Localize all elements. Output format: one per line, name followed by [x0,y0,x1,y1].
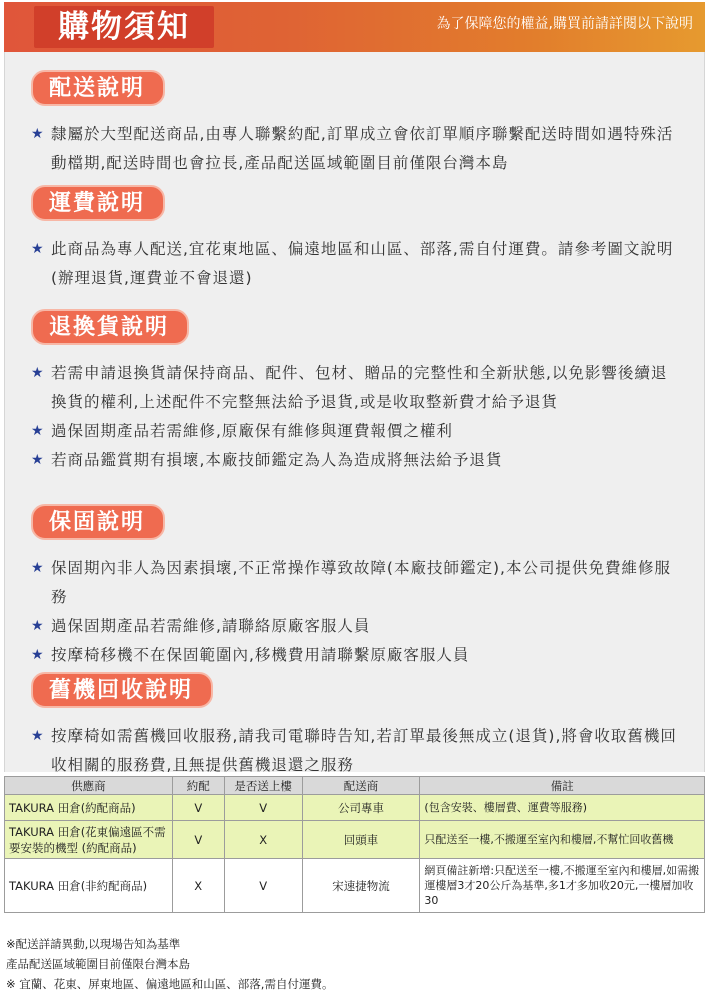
page-title: 購物須知 [34,6,214,48]
table-cell: X [172,859,224,913]
table-cell: TAKURA 田倉(非約配商品) [5,859,173,913]
star-icon: ★ [31,365,45,381]
footer-note: ※配送詳請異動,以現場告知為基準 [6,937,181,951]
notice-panel [4,52,705,772]
table-cell: 宋速捷物流 [302,859,420,913]
list-item: ★ 保固期內非人為因素損壞,不正常操作導致故障(本廠技師鑑定),本公司提供免費維修服務 [31,554,681,612]
star-icon: ★ [31,618,45,634]
table-row [5,795,705,821]
section-title: 保固說明 [31,504,165,540]
table-cell: 只配送至一樓,不搬運至室內和樓層,不幫忙回收舊機 [420,821,705,859]
table-cell: V [224,859,302,913]
section-shipping-fee [31,185,701,293]
star-icon: ★ [31,241,45,257]
section-title: 舊機回收說明 [31,672,213,708]
section-returns [31,309,701,475]
list-item: ★ 按摩椅移機不在保固範圍內,移機費用請聯繫原廠客服人員 [31,641,681,670]
section-title: 退換貨說明 [31,309,189,345]
list-item: ★ 過保固期產品若需維修,請聯絡原廠客服人員 [31,612,681,641]
page-header [4,2,705,52]
table-row [5,821,705,859]
column-header: 配送商 [302,777,420,795]
column-header: 備註 [420,777,705,795]
footer-note: 產品配送區域範圍目前僅限台灣本島 [6,957,190,971]
delivery-table [4,776,705,913]
table-cell: 網頁備註新增:只配送至一樓,不搬運至室內和樓層,如需搬運樓層3才20公斤為基準,多1才多加收20元,一樓層加收30 [420,859,705,913]
section-delivery [31,70,701,178]
section-warranty [31,504,701,670]
column-header: 供應商 [5,777,173,795]
list-item: ★ 若需申請退換貨請保持商品、配件、包材、贈品的完整性和全新狀態,以免影響後續退換貨的權利,上述配件不完整無法給予退貨,或是收取整新費才給予退貨 [31,359,681,417]
table-cell: X [224,821,302,859]
list-item: ★ 過保固期產品若需維修,原廠保有維修與運費報價之權利 [31,417,681,446]
table-header-row [5,777,705,795]
list-item: ★ 此商品為專人配送,宜花東地區、偏遠地區和山區、部落,需自付運費。請參考圖文說明(辦理退貨,運費並不會退還) [31,235,681,293]
footer-note: ※ 宜蘭、花東、屏東地區、偏遠地區和山區、部落,需自付運費。 [6,977,334,991]
section-title: 運費說明 [31,185,165,221]
table-cell: (包含安裝、樓層費、運費等服務) [420,795,705,821]
star-icon: ★ [31,647,45,663]
star-icon: ★ [31,126,45,142]
column-header: 是否送上樓 [224,777,302,795]
table-cell: V [224,795,302,821]
star-icon: ★ [31,452,45,468]
table-row [5,859,705,913]
table-cell: TAKURA 田倉(約配商品) [5,795,173,821]
section-recycling [31,672,701,780]
star-icon: ★ [31,728,45,744]
table-cell: 公司專車 [302,795,420,821]
table-cell: V [172,821,224,859]
table-cell: V [172,795,224,821]
header-note: 為了保障您的權益,購買前請詳閱以下說明 [436,16,693,32]
list-item: ★ 隸屬於大型配送商品,由專人聯繫約配,訂單成立會依訂單順序聯繫配送時間如遇特殊活動檔期,配送時間也會拉長,產品配送區域範圍目前僅限台灣本島 [31,120,681,178]
table-cell: 回頭車 [302,821,420,859]
table-cell: TAKURA 田倉(花東偏遠區不需要安裝的機型 (約配商品) [5,821,173,859]
column-header: 約配 [172,777,224,795]
star-icon: ★ [31,560,45,576]
list-item: ★ 若商品鑑賞期有損壞,本廠技師鑑定為人為造成將無法給予退貨 [31,446,681,475]
section-title: 配送說明 [31,70,165,106]
list-item: ★ 按摩椅如需舊機回收服務,請我司電聯時告知,若訂單最後無成立(退貨),將會收取舊機回收相關的服務費,且無提供舊機退還之服務 [31,722,681,780]
footer-notes [6,934,333,994]
star-icon: ★ [31,423,45,439]
